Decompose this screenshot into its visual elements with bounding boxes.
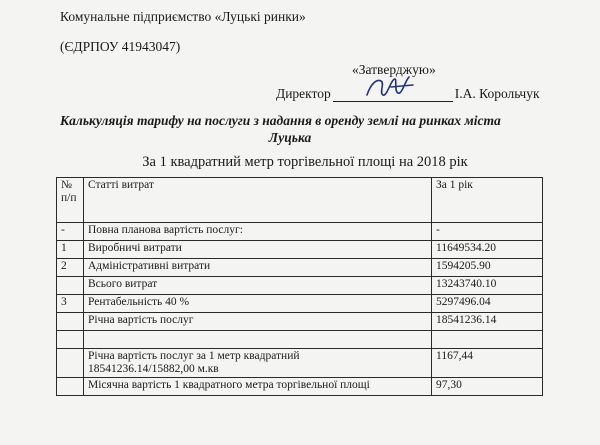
row-num: - <box>57 223 84 241</box>
handwritten-signature <box>361 73 421 103</box>
row-num <box>57 349 84 378</box>
row-num <box>57 313 84 331</box>
table-row <box>57 378 543 396</box>
row-item-line-2: 18541236.14/15882,00 м.кв <box>88 363 219 375</box>
row-item: Місячна вартість 1 квадратного метра торгівельної площі <box>84 378 432 396</box>
document-subtitle: За 1 квадратний метр торгівельної площі на 2018 рік <box>142 154 468 170</box>
table-row <box>57 259 543 277</box>
table-row <box>57 295 543 313</box>
director-name: І.А. Корольчук <box>454 86 540 101</box>
row-num: 1 <box>57 241 84 259</box>
signature-line <box>333 87 453 102</box>
table-row <box>57 277 543 295</box>
row-item: Рентабельність 40 % <box>84 295 432 313</box>
title-line-1: Калькуляція тарифу на послуги з надання в оренду землі на ринках міста <box>60 113 501 128</box>
document-title <box>60 112 580 146</box>
approval-stamp-text: «Затверджую» <box>352 62 436 77</box>
organization-name: Комунальне підприємство «Луцькі ринки» <box>60 9 306 24</box>
row-num <box>57 331 84 349</box>
tariff-calculation-table <box>56 177 543 396</box>
row-num <box>57 378 84 396</box>
director-signature-row <box>276 86 540 102</box>
header-num-line-1: № <box>61 179 72 191</box>
table-row <box>57 349 543 378</box>
row-item: Річна вартість послуг <box>84 313 432 331</box>
row-value: 97,30 <box>432 378 543 396</box>
row-item <box>84 349 432 378</box>
title-line-2: Луцька <box>268 130 312 145</box>
table-header-row <box>57 178 543 223</box>
row-item-line-1: Річна вартість послуг за 1 метр квадратний <box>88 350 300 362</box>
header-item-cell: Статті витрат <box>84 178 432 223</box>
row-value: 13243740.10 <box>432 277 543 295</box>
row-value: 5297496.04 <box>432 295 543 313</box>
edrpou-code: (ЄДРПОУ 41943047) <box>60 39 181 54</box>
row-item: Всього витрат <box>84 277 432 295</box>
row-item <box>84 331 432 349</box>
row-item: Виробничі витрати <box>84 241 432 259</box>
row-value: 11649534.20 <box>432 241 543 259</box>
header-num-line-2: п/п <box>61 192 77 204</box>
row-value: 18541236.14 <box>432 313 543 331</box>
table-row-empty <box>57 331 543 349</box>
table-row <box>57 241 543 259</box>
header-num-cell <box>57 178 84 223</box>
row-item: Повна планова вартість послуг: <box>84 223 432 241</box>
row-value: 1594205.90 <box>432 259 543 277</box>
director-label: Директор <box>276 86 331 101</box>
header-value-cell: За 1 рік <box>432 178 543 223</box>
row-value <box>432 331 543 349</box>
row-value: 1167,44 <box>432 349 543 378</box>
row-num <box>57 277 84 295</box>
table-row <box>57 223 543 241</box>
row-num: 3 <box>57 295 84 313</box>
row-item: Адміністративні витрати <box>84 259 432 277</box>
row-value: - <box>432 223 543 241</box>
table-row <box>57 313 543 331</box>
row-num: 2 <box>57 259 84 277</box>
